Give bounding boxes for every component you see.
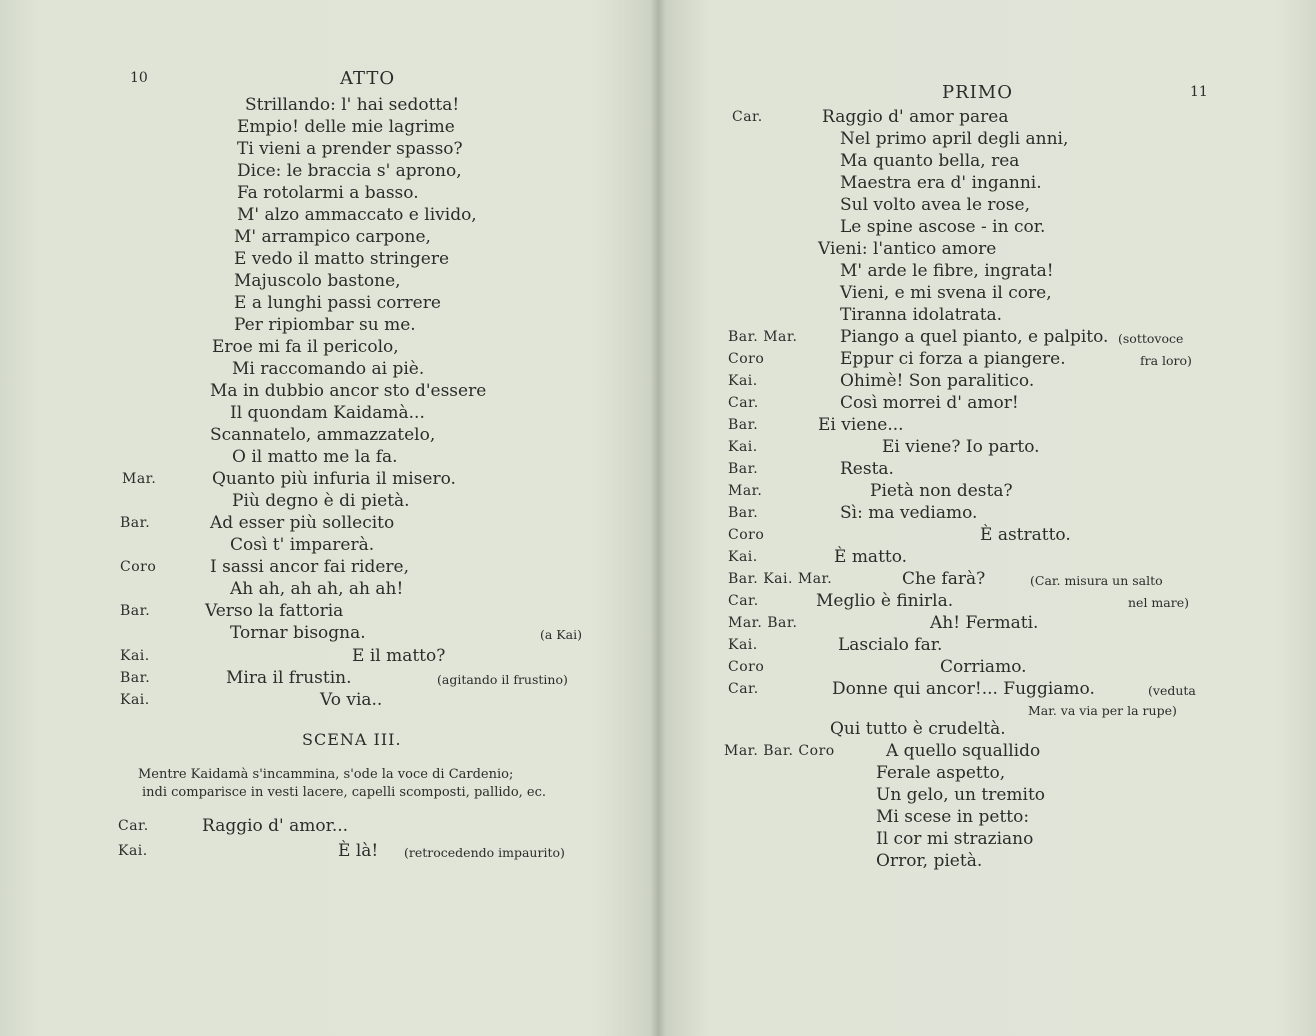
stage-note: (veduta: [1148, 683, 1196, 698]
speaker-label: Bar.: [728, 505, 759, 521]
verse-line: Donne qui ancor!... Fuggiamo.: [832, 679, 1095, 699]
speaker-label: Kai.: [118, 843, 148, 859]
speaker-label: Bar.: [120, 670, 151, 686]
speaker-label: Mar.: [122, 471, 157, 487]
verse-line: A quello squallido: [886, 741, 1041, 761]
verse-line: E il matto?: [352, 646, 446, 666]
verse-line: Tornar bisogna.: [230, 623, 366, 643]
verse-line: Nel primo april degli anni,: [840, 129, 1069, 149]
stage-direction-line-1: Mentre Kaidamà s'incammina, s'ode la voce di Cardenio;: [138, 767, 514, 782]
verse-line: Verso la fattoria: [205, 601, 344, 621]
verse-line: Ohimè! Son paralitico.: [840, 371, 1035, 391]
verse-line: Ah! Fermati.: [930, 613, 1039, 633]
verse-line: Ah ah, ah ah, ah ah!: [230, 579, 404, 599]
right-running-header: PRIMO: [942, 82, 1013, 103]
speaker-label: Bar.: [120, 515, 151, 531]
verse-line: Piango a quel pianto, e palpito.: [840, 327, 1109, 347]
stage-note: (agitando il frustino): [437, 672, 568, 687]
speaker-label: Mar. Bar.: [728, 615, 798, 631]
verse-line: Ma quanto bella, rea: [840, 151, 1020, 171]
verse-line: M' arrampico carpone,: [234, 227, 431, 247]
verse-line: Raggio d' amor...: [202, 816, 349, 836]
speaker-label: Mar.: [728, 483, 763, 499]
speaker-label: Bar. Kai. Mar.: [728, 571, 833, 587]
verse-line: M' arde le fibre, ingrata!: [840, 261, 1054, 281]
verse-line: Le spine ascose - in cor.: [840, 217, 1046, 237]
verse-line: Eroe mi fa il pericolo,: [212, 337, 399, 357]
verse-line: Eppur ci forza a piangere.: [840, 349, 1066, 369]
verse-line: Che farà?: [902, 569, 986, 589]
verse-line: Resta.: [840, 459, 894, 479]
verse-line: Ti vieni a prender spasso?: [237, 139, 463, 159]
speaker-label: Car.: [728, 681, 759, 697]
speaker-label: Car.: [118, 818, 149, 834]
verse-line: Ma in dubbio ancor sto d'essere: [210, 381, 487, 401]
verse-line: E a lunghi passi correre: [234, 293, 441, 313]
verse-line: Così morrei d' amor!: [840, 393, 1019, 413]
verse-line: Un gelo, un tremito: [876, 785, 1046, 805]
speaker-label: Bar.: [120, 603, 151, 619]
verse-line: È là!: [338, 841, 379, 861]
verse-line: Ei viene? Io parto.: [882, 437, 1040, 457]
speaker-label: Car.: [728, 593, 759, 609]
verse-line: Vieni, e mi svena il core,: [840, 283, 1052, 303]
verse-line: Mi raccomando ai piè.: [232, 359, 425, 379]
verse-line: Corriamo.: [940, 657, 1027, 677]
verse-line: Ad esser più sollecito: [210, 513, 395, 533]
speaker-label: Coro: [728, 527, 765, 543]
verse-line: Il cor mi straziano: [876, 829, 1034, 849]
verse-line: Maestra era d' inganni.: [840, 173, 1042, 193]
verse-line: Più degno è di pietà.: [232, 491, 410, 511]
speaker-label: Bar. Mar.: [728, 329, 798, 345]
verse-line: Per ripiombar su me.: [234, 315, 416, 335]
verse-line: Sul volto avea le rose,: [840, 195, 1030, 215]
verse-line: Meglio è finirla.: [816, 591, 954, 611]
speaker-label: Kai.: [120, 648, 150, 664]
verse-line: Mira il frustin.: [226, 668, 352, 688]
speaker-label: Car.: [728, 395, 759, 411]
verse-line: E vedo il matto stringere: [234, 249, 450, 269]
stage-direction-line-2: indi comparisce in vesti lacere, capelli scomposti, pallido, ec.: [142, 785, 547, 800]
speaker-label: Kai.: [120, 692, 150, 708]
speaker-label: Kai.: [728, 373, 758, 389]
verse-line: Empio! delle mie lagrime: [237, 117, 455, 137]
verse-line: Vo via..: [320, 690, 383, 710]
verse-line: Tiranna idolatrata.: [840, 305, 1003, 325]
stage-note: (sottovoce: [1118, 331, 1184, 346]
verse-line: Qui tutto è crudeltà.: [830, 719, 1006, 739]
verse-line: Il quondam Kaidamà...: [230, 403, 425, 423]
left-running-header: ATTO: [340, 68, 396, 89]
stage-note: fra loro): [1140, 353, 1192, 368]
verse-line: Strillando: l' hai sedotta!: [245, 95, 460, 115]
verse-line: È matto.: [834, 547, 908, 567]
speaker-label: Kai.: [728, 549, 758, 565]
verse-line: Lascialo far.: [838, 635, 943, 655]
verse-line: M' alzo ammaccato e livido,: [237, 205, 477, 225]
stage-note: (Car. misura un salto: [1030, 573, 1163, 588]
verse-line: Quanto più infuria il misero.: [212, 469, 456, 489]
verse-line: Vieni: l'antico amore: [818, 239, 997, 259]
stage-note: (retrocedendo impaurito): [404, 845, 565, 860]
verse-line: Raggio d' amor parea: [822, 107, 1009, 127]
speaker-label: Coro: [120, 559, 157, 575]
verse-line: Majuscolo bastone,: [234, 271, 401, 291]
verse-line: Così t' imparerà.: [230, 535, 375, 555]
scene-heading: SCENA III.: [302, 730, 402, 749]
verse-line: Pietà non desta?: [870, 481, 1013, 501]
verse-line: Dice: le braccia s' aprono,: [237, 161, 462, 181]
book-gutter: [650, 0, 666, 1036]
verse-line: Ferale aspetto,: [876, 763, 1006, 783]
speaker-label: Kai.: [728, 439, 758, 455]
speaker-label: Mar. Bar. Coro: [724, 743, 835, 759]
verse-line: Mi scese in petto:: [876, 807, 1030, 827]
verse-line: Sì: ma vediamo.: [840, 503, 978, 523]
verse-line: È astratto.: [980, 525, 1071, 545]
stage-note: nel mare): [1128, 595, 1189, 610]
verse-line: Orror, pietà.: [876, 851, 983, 871]
stage-note: Mar. va via per la rupe): [1028, 703, 1177, 718]
verse-line: Fa rotolarmi a basso.: [237, 183, 419, 203]
verse-line: Ei viene...: [818, 415, 904, 435]
speaker-label: Car.: [732, 109, 763, 125]
verse-line: I sassi ancor fai ridere,: [210, 557, 410, 577]
right-page-number: 11: [1190, 84, 1208, 100]
stage-note: (a Kai): [540, 627, 582, 642]
speaker-label: Bar.: [728, 461, 759, 477]
speaker-label: Kai.: [728, 637, 758, 653]
verse-line: Scannatelo, ammazzatelo,: [210, 425, 436, 445]
speaker-label: Coro: [728, 659, 765, 675]
left-page-number: 10: [130, 70, 148, 86]
speaker-label: Bar.: [728, 417, 759, 433]
verse-line: O il matto me la fa.: [232, 447, 398, 467]
speaker-label: Coro: [728, 351, 765, 367]
